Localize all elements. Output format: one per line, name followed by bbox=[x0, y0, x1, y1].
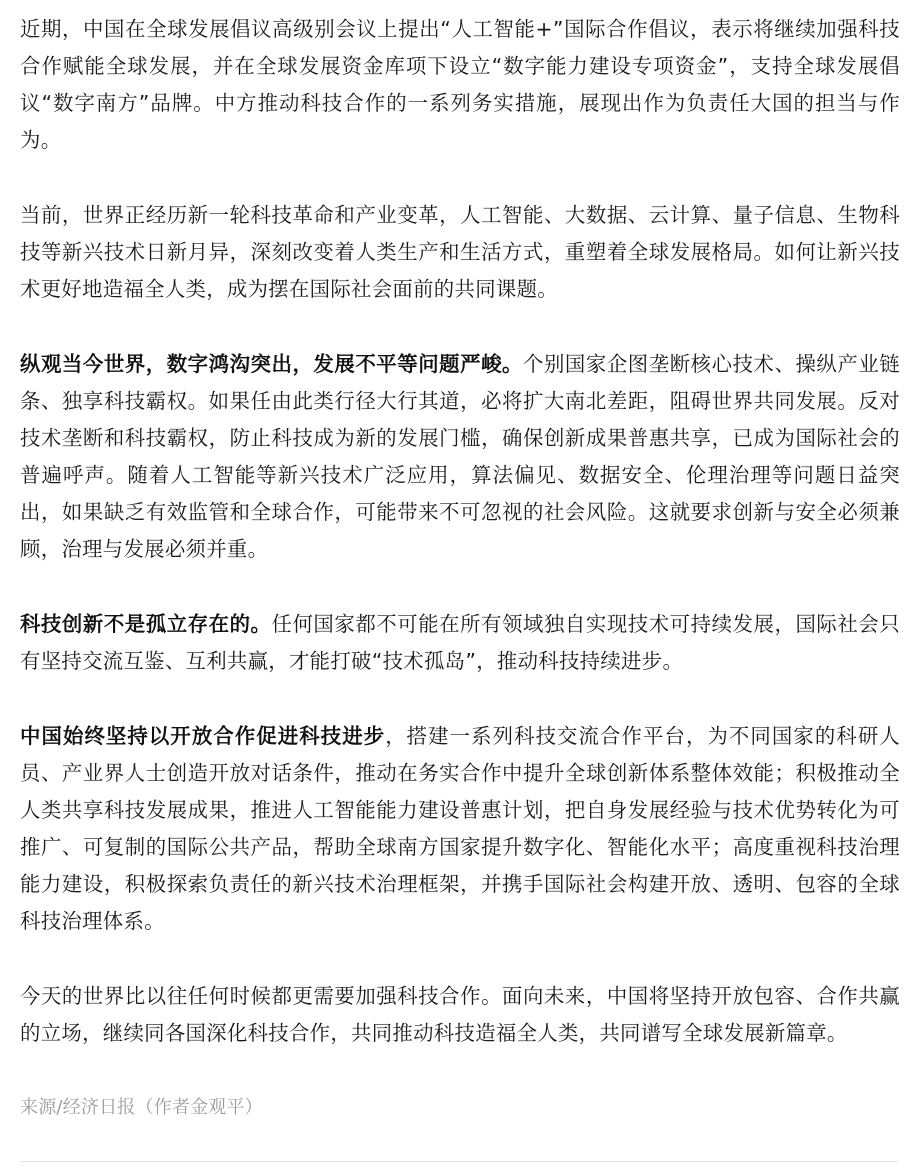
paragraph-1-text: 近期，中国在全球发展倡议高级别会议上提出“人工智能+”国际合作倡议，表示将继续加强科技合作赋能全球发展，并在全球发展资金库项下设立“数字能力建设专项资金”，支持全球发展倡议“数字南方”品牌。中方推动科技合作的一系列务实措施，展现出作为负责任大国的担当与作为。 bbox=[20, 17, 900, 152]
paragraph-3 bbox=[20, 346, 900, 568]
paragraph-4 bbox=[20, 606, 900, 680]
paragraph-5-text: ，搭建一系列科技交流合作平台，为不同国家的科研人员、产业界人士创造开放对话条件，推动在务实合作中提升全球创新体系整体效能；积极推动全人类共享科技发展成果，推进人工智能能力建设普惠计划，把自身发展经验与技术优势转化为可推广、可复制的国际公共产品，帮助全球南方国家提升数字化、智能化水平；高度重视科技治理能力建设，积极探索负责任的新兴技术治理框架，并携手国际社会构建开放、透明、包容的全球科技治理体系。 bbox=[20, 724, 900, 933]
paragraph-4-text: 任何国家都不可能在所有领域独自实现技术可持续发展，国际社会只有坚持交流互鉴、互利共赢，才能打破“技术孤岛”，推动科技持续进步。 bbox=[20, 612, 901, 673]
divider bbox=[20, 1161, 898, 1162]
paragraph-5-lead: 中国始终坚持以开放合作促进科技进步 bbox=[20, 724, 386, 748]
paragraph-6 bbox=[20, 978, 900, 1052]
paragraph-1 bbox=[20, 11, 900, 159]
paragraph-5 bbox=[20, 718, 900, 940]
paragraph-3-lead: 纵观当今世界，数字鸿沟突出，发展不平等问题严峻。 bbox=[20, 352, 524, 376]
paragraph-2-text: 当前，世界正经历新一轮科技革命和产业变革，人工智能、大数据、云计算、量子信息、生物科技等新兴技术日新月异，深刻改变着人类生产和生活方式，重塑着全球发展格局。如何让新兴技术更好地造福全人类，成为摆在国际社会面前的共同课题。 bbox=[20, 203, 900, 301]
paragraph-3-text: 个别国家企图垄断核心技术、操纵产业链条、独享科技霸权。如果任由此类行径大行其道，必将扩大南北差距，阻碍世界共同发展。反对技术垄断和科技霸权，防止科技成为新的发展门槛，确保创新成果普惠共享，已成为国际社会的普遍呼声。随着人工智能等新兴技术广泛应用，算法偏见、数据安全、伦理治理等问题日益突出，如果缺乏有效监管和全球合作，可能带来不可忽视的社会风险。这就要求创新与安全必须兼顾，治理与发展必须并重。 bbox=[20, 352, 900, 561]
paragraph-6-text: 今天的世界比以往任何时候都更需要加强科技合作。面向未来，中国将坚持开放包容、合作共赢的立场，继续同各国深化科技合作，共同推动科技造福全人类，共同谱写全球发展新篇章。 bbox=[20, 984, 900, 1045]
paragraph-4-lead: 科技创新不是孤立存在的。 bbox=[20, 612, 272, 636]
article-source: 来源/经济日报（作者金观平） bbox=[20, 1097, 263, 1118]
paragraph-2 bbox=[20, 197, 900, 308]
article-body bbox=[20, 0, 900, 1122]
